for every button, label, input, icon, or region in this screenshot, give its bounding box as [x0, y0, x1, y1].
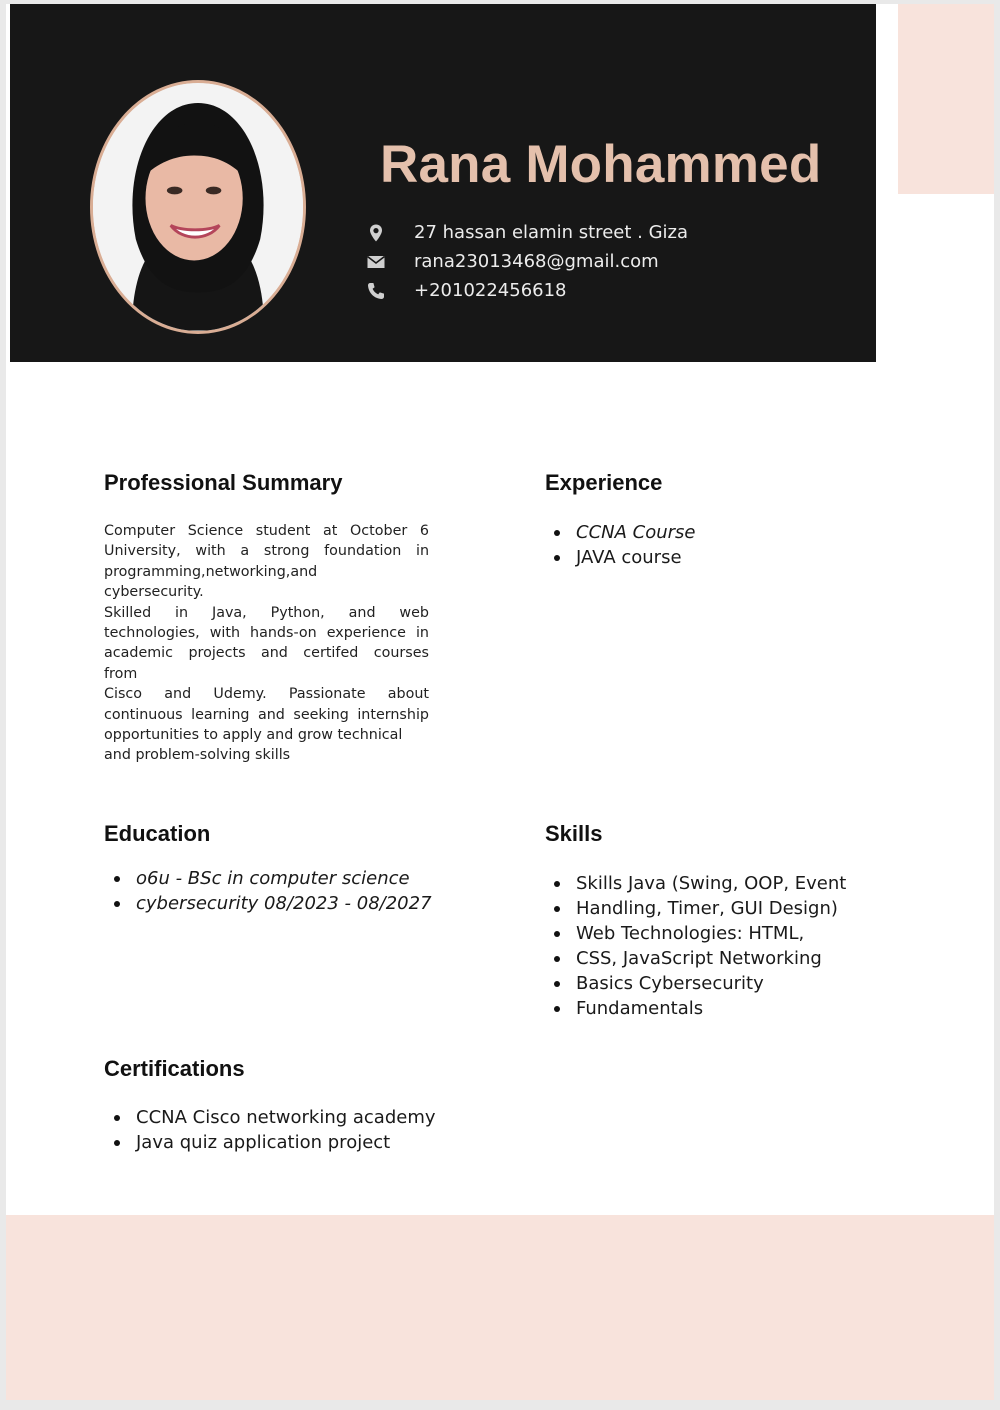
- list-item: Web Technologies: HTML,: [545, 921, 846, 946]
- list-item: CCNA Course: [545, 520, 695, 545]
- profile-photo-illustration: [93, 83, 303, 331]
- list-item: CCNA Cisco networking academy: [105, 1105, 436, 1130]
- list-item: CSS, JavaScript Networking: [545, 946, 846, 971]
- list-item: Handling, Timer, GUI Design): [545, 896, 846, 921]
- summary-line: continuous learning and seeking internship: [104, 706, 429, 723]
- decorative-pink-block: [898, 4, 994, 194]
- profile-photo: [90, 80, 306, 334]
- contact-address-row: [366, 218, 826, 247]
- candidate-name: Rana Mohammed: [380, 135, 822, 194]
- summary-line: Computer Science student at October 6: [104, 523, 429, 539]
- summary-line: Cisco and Udemy. Passionate about: [104, 686, 429, 703]
- summary-line: technologies, with hands-on experience in: [104, 625, 429, 642]
- skills-list: [545, 871, 846, 1021]
- list-item: Fundamentals: [545, 996, 846, 1021]
- envelope-icon: [366, 251, 394, 273]
- education-list: [105, 866, 432, 916]
- decorative-pink-footer: [6, 1215, 994, 1400]
- contact-info: [366, 218, 826, 305]
- contact-phone[interactable]: +201022456618: [414, 280, 567, 301]
- list-item: Basics Cybersecurity: [545, 971, 846, 996]
- education-heading: Education: [104, 821, 211, 846]
- summary-line: cybersecurity.: [104, 584, 204, 601]
- certifications-heading: Certifications: [104, 1056, 245, 1081]
- list-item: Skills Java (Swing, OOP, Event: [545, 871, 846, 896]
- list-item: JAVA course: [545, 545, 695, 570]
- contact-phone-row: [366, 276, 826, 305]
- resume-page: [6, 4, 994, 1400]
- summary-line: opportunities to apply and grow technical: [104, 727, 403, 744]
- skills-heading: Skills: [545, 821, 603, 846]
- summary-line: from: [104, 665, 138, 682]
- experience-list: [545, 520, 695, 570]
- summary-line: and problem-solving skills: [104, 747, 291, 764]
- header-band: [10, 4, 876, 362]
- experience-heading: Experience: [545, 470, 663, 495]
- summary-line: University, with a strong foundation in: [104, 543, 429, 560]
- list-item: cybersecurity 08/2023 - 08/2027: [105, 891, 432, 916]
- certifications-list: [105, 1105, 436, 1155]
- list-item: Java quiz application project: [105, 1130, 436, 1155]
- summary-line: academic projects and certifed courses: [104, 645, 429, 662]
- contact-address: 27 hassan elamin street . Giza: [414, 222, 688, 243]
- contact-email[interactable]: rana23013468@gmail.com: [414, 251, 659, 272]
- location-pin-icon: [366, 222, 394, 244]
- contact-email-row: [366, 247, 826, 276]
- list-item: o6u - BSc in computer science: [105, 866, 432, 891]
- summary-heading: Professional Summary: [104, 470, 343, 495]
- summary-line: programming,networking,and: [104, 563, 318, 580]
- phone-icon: [366, 280, 394, 302]
- summary-text: [104, 521, 429, 766]
- summary-line: Skilled in Java, Python, and web: [104, 604, 429, 621]
